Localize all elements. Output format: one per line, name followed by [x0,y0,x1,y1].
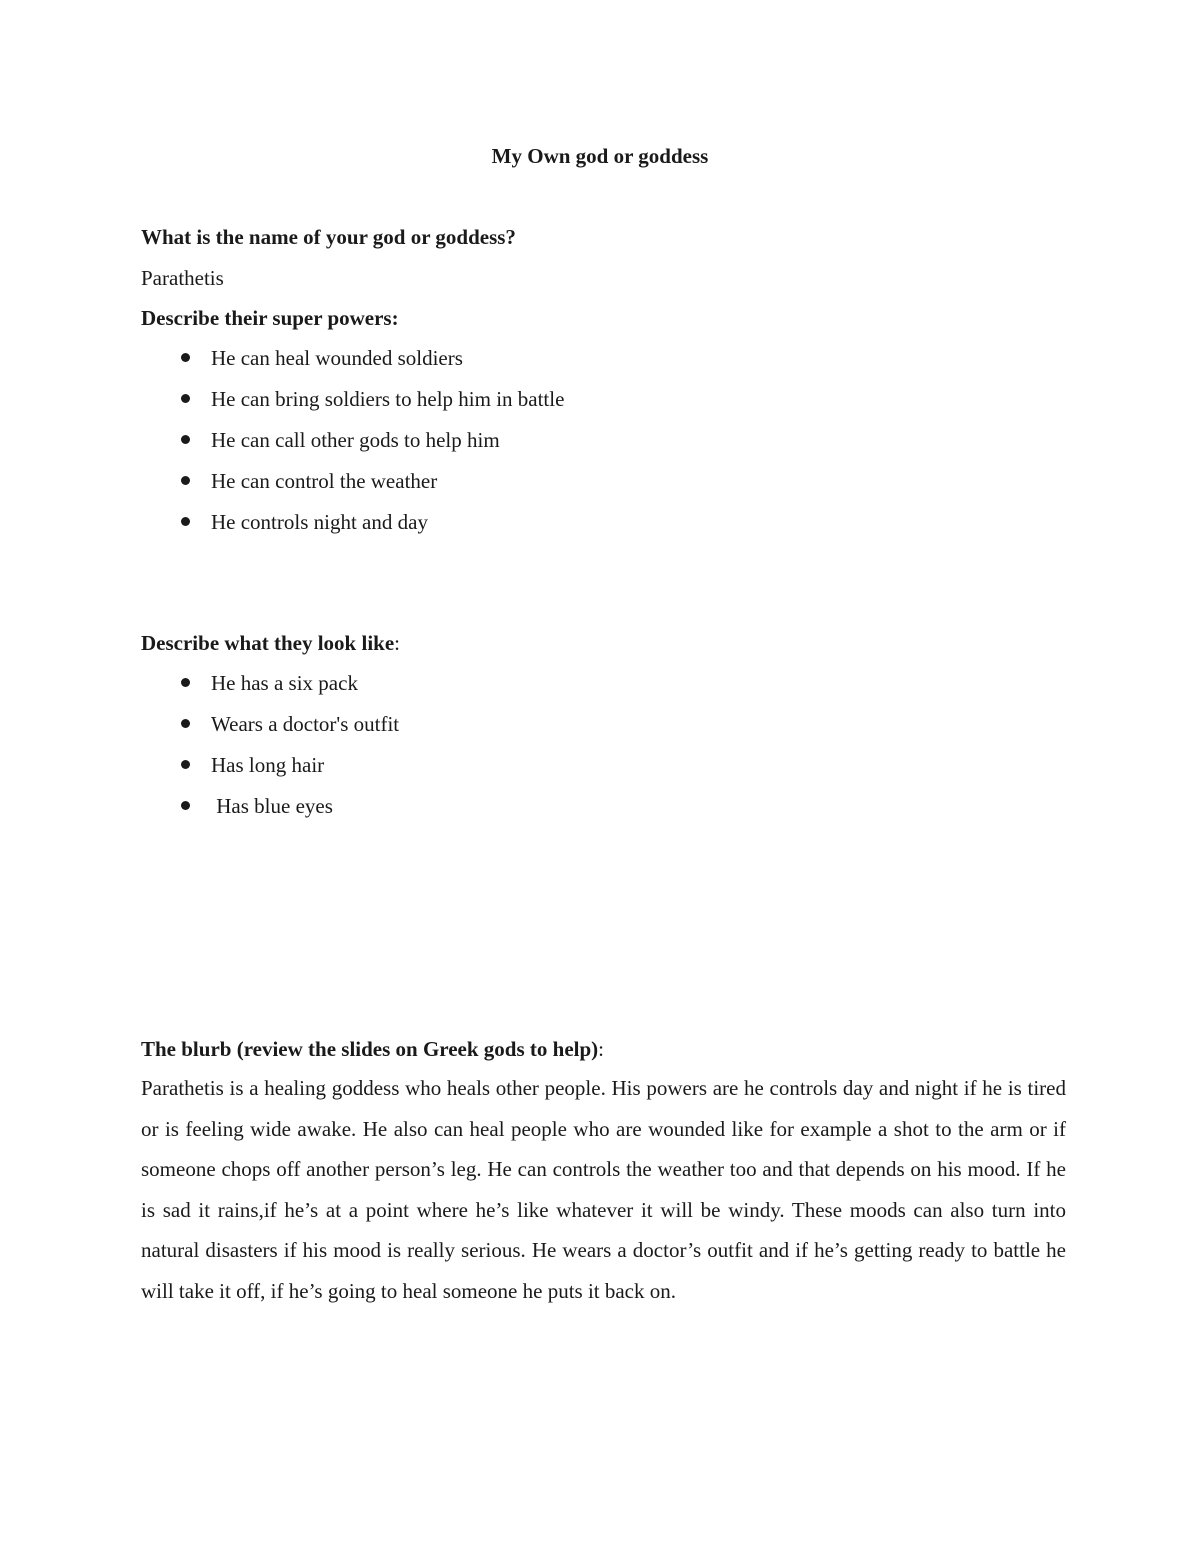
blurb-heading-text: The blurb (review the slides on Greek gods to help) [141,1037,599,1061]
powers-list [141,344,1066,549]
list-item [141,710,1066,751]
list-item-text: He has a six pack [211,671,358,695]
name-section [141,223,1066,292]
list-item-text: He can control the weather [211,469,438,493]
looks-section [141,629,1066,833]
bullet-icon [181,435,190,444]
list-item [141,792,1066,833]
bullet-icon [181,760,190,769]
list-item-text: Has long hair [211,753,325,777]
list-item [141,508,1066,549]
bullet-icon [181,678,190,687]
looks-heading-colon: : [394,631,400,655]
bullet-icon [181,801,190,810]
document-title: My Own god or goddess [491,144,709,168]
list-item [141,385,1066,426]
list-item-text: Wears a doctor's outfit [211,712,400,736]
list-item-text: He controls night and day [211,510,428,534]
powers-section [141,304,1066,549]
blurb-heading-colon: : [598,1037,605,1061]
list-item [141,467,1066,508]
list-item [141,669,1066,710]
list-item-text: He can call other gods to help him [211,428,500,452]
looks-heading-text: Describe what they look like [141,631,395,655]
blurb-paragraph: Parathetis is a healing goddess who heals other people. His powers are he controls day and night if he is tired or is feeling wide awake. He also can heal people who are wounded like for example a shot to the arm or if someone chops off another person’s leg. He can controls the weather too and that depends on his mood. If he is sad it rains,if he’s at a point where he’s like whatever it will be windy. These moods can also turn into natural disasters if his mood is really serious. He wears a doctor’s outfit and if he’s getting ready to battle he will take it off, if he’s going to heal someone he puts it back on. [141,1076,1066,1303]
powers-heading: Describe their super powers: [141,306,399,330]
list-item [141,344,1066,385]
looks-list [141,669,1066,833]
list-item-text: He can bring soldiers to help him in battle [211,387,565,411]
bullet-icon [181,719,190,728]
name-question: What is the name of your god or goddess? [141,225,516,249]
list-item-text: Has blue eyes [211,794,333,818]
blurb-section [141,1035,1066,1311]
bullet-icon [181,353,190,362]
name-answer: Parathetis [141,266,224,290]
bullet-icon [181,476,190,485]
list-item-text: He can heal wounded soldiers [211,346,463,370]
blurb-heading [141,1035,1066,1063]
looks-heading [141,629,1066,657]
list-item [141,426,1066,467]
list-item [141,751,1066,792]
bullet-icon [181,517,190,526]
bullet-icon [181,394,190,403]
